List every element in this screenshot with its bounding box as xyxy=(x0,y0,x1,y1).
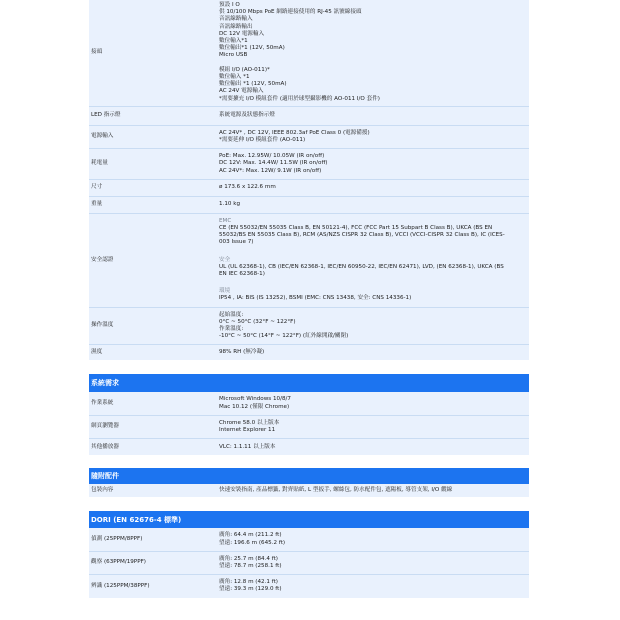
value-line: Mac 10.12 (僅限 Chrome) xyxy=(219,403,290,410)
row-value xyxy=(219,107,529,125)
row-label: 耗電量 xyxy=(91,160,108,167)
value-line: 數位輸出*1 (12V, 50mA) xyxy=(219,45,285,52)
row-value xyxy=(219,392,529,414)
value-line: 數位輸入 *1 xyxy=(219,74,250,81)
value-line: 003 Issue 7) xyxy=(219,239,254,246)
spec-row-dimensions xyxy=(89,180,529,197)
value-line: 作業溫度: xyxy=(219,326,244,333)
value-line: -10°C ~ 50°C (14°F ~ 122°F) (紅外線開啟/關閉) xyxy=(219,333,349,340)
row-label: 濕度 xyxy=(91,349,103,356)
row-label: 安全認證 xyxy=(91,256,114,263)
value-line: Internet Explorer 11 xyxy=(219,427,276,434)
spec-sheet xyxy=(89,0,529,598)
section-header-system-requirements: 系統需求 xyxy=(89,374,529,392)
row-value xyxy=(219,0,529,106)
value-line: EN IEC 62368-1) xyxy=(219,271,265,278)
spec-row-humidity xyxy=(89,345,529,360)
value-line: 數位輸出 *1 (12V, 50mA) xyxy=(219,81,287,88)
spec-row-player xyxy=(89,439,529,455)
row-value xyxy=(219,484,529,497)
row-value xyxy=(219,575,529,597)
row-value xyxy=(219,552,529,574)
value-line: 音訊線路輸入 xyxy=(219,16,253,23)
value-line: 模組 I/O (AO-011)* xyxy=(219,66,270,73)
section-spacer xyxy=(89,455,529,468)
row-value xyxy=(219,528,529,550)
row-label: 偵測 (25PPM/8PPF) xyxy=(91,535,143,542)
value-line: VLC: 1.1.11 以上版本 xyxy=(219,443,276,450)
spec-row-browser xyxy=(89,416,529,439)
row-label: LED 指示燈 xyxy=(91,112,121,119)
section-spacer xyxy=(89,497,529,511)
value-line: 音訊線路輸出 xyxy=(219,23,253,30)
value-line: DC 12V 電源輸入 xyxy=(219,30,265,37)
row-value xyxy=(219,126,529,148)
value-line: 98% RH (無冷凝) xyxy=(219,349,265,356)
row-value xyxy=(219,197,529,213)
spec-row-led xyxy=(89,107,529,126)
row-label: 重量 xyxy=(91,201,103,208)
row-value xyxy=(219,416,529,438)
row-label: 操作溫度 xyxy=(91,322,114,329)
spec-row-weight xyxy=(89,197,529,214)
value-line: PoE: Max. 12.95W/ 10.05W (IR on/off) xyxy=(219,153,325,160)
value-line: AC 24V*: Max. 12W/ 9.1W (IR on/off) xyxy=(219,167,322,174)
group-title: EMC xyxy=(219,217,232,224)
spec-row-connector xyxy=(89,0,529,107)
row-label: 作業系統 xyxy=(91,400,114,407)
row-label: 辨識 (125PPM/38PPF) xyxy=(91,582,150,589)
value-line: 系統電源及狀態指示燈 xyxy=(219,112,275,119)
value-line: 數位輸入*1 xyxy=(219,38,248,45)
value-line: 供 10/100 Mbps PoE 網路連接使用的 RJ-45 訊號線接頭 xyxy=(219,9,362,16)
spec-row-dori-recognize xyxy=(89,575,529,597)
spec-row-safety xyxy=(89,214,529,308)
value-line: IP54 , IA: BIS (IS 13252), BSMI (EMC: CNS 13438, 安全: CNS 14336-1) xyxy=(219,295,412,302)
value-line: 望遠: 196.6 m (645.2 ft) xyxy=(219,539,286,546)
value-line: 望遠: 39.3 m (129.0 ft) xyxy=(219,586,282,593)
value-line: 望遠: 78.7 m (258.1 ft) xyxy=(219,562,282,569)
value-line: 廣角: 12.8 m (42.1 ft) xyxy=(219,579,278,586)
spec-row-power-consumption xyxy=(89,149,529,180)
section-spacer xyxy=(89,360,529,374)
value-line: 預設 I O xyxy=(219,2,240,8)
value-line: *需要延伸 I/O 模組套件 (AO-011) xyxy=(219,137,306,144)
value-line: UL (UL 62368-1), CB (IEC/EN 62368-1, IEC/EN 60950-22, IEC/EN 62471), LVD, (EN 62368-1), UKCA (BS xyxy=(219,263,504,270)
row-value xyxy=(219,308,529,345)
row-label: 包裝內容 xyxy=(91,487,114,494)
spec-row-dori-observe xyxy=(89,552,529,575)
value-line: *需要擴充 I/O 模組套件 (適用於球型攝影機的 AO-011 I/O 套件) xyxy=(219,95,380,102)
value-line: 55032/BS EN 55035 Class B), RCM (AS/NZS CISPR 32 Class B), VCCI (VCCI-CISPR 32 Class B), IC (ICES- xyxy=(219,232,505,239)
spec-row-os xyxy=(89,392,529,415)
spec-row-power-input xyxy=(89,126,529,149)
group-gap xyxy=(219,247,529,257)
row-label: 網頁瀏覽器 xyxy=(91,423,119,430)
row-value xyxy=(219,345,529,360)
value-line: AC 24V* , DC 12V, IEEE 802.3af PoE Class 0 (電源備援) xyxy=(219,129,370,136)
value-line: 1.10 kg xyxy=(219,201,241,208)
row-value xyxy=(219,439,529,455)
section-header-accessories: 隨附配件 xyxy=(89,468,529,484)
row-label: 接頭 xyxy=(91,49,103,56)
spec-row-package xyxy=(89,484,529,497)
section-header-dori: DORI (EN 62676-4 標準) xyxy=(89,511,529,528)
value-line: AC 24V 電源輸入 xyxy=(219,88,264,95)
spec-row-dori-detect xyxy=(89,528,529,551)
value-blank xyxy=(219,60,529,67)
row-label: 尺寸 xyxy=(91,184,103,191)
value-line: 0°C ~ 50°C (32°F ~ 122°F) xyxy=(219,318,296,325)
value-line: ø 173.6 x 122.6 mm xyxy=(219,184,276,191)
row-label: 電源輸入 xyxy=(91,133,114,140)
value-line: 快速安裝指南, 產品標籤, 對齊貼紙, L 型扳手, 螺絲包, 防水配件包, 遮陽板, 導管支架, I/O 纜線 xyxy=(219,487,453,494)
value-line: 廣角: 25.7 m (84.4 ft) xyxy=(219,555,278,562)
value-line: 廣角: 64.4 m (211.2 ft) xyxy=(219,532,282,539)
value-line: CE (EN 55032/EN 55035 Class B, EN 50121-4), FCC (FCC Part 15 Subpart B Class B), UKCA (BS EN xyxy=(219,225,493,232)
value-line: Chrome 58.0 以上版本 xyxy=(219,419,280,426)
value-line: Micro USB xyxy=(219,52,248,59)
group-title: 安全 xyxy=(219,256,231,263)
row-label: 觀察 (63PPM/19PPF) xyxy=(91,559,146,566)
group-title: 環境 xyxy=(219,288,231,295)
value-line: 起始溫度: xyxy=(219,311,244,318)
row-value xyxy=(219,149,529,179)
row-label: 其他播放器 xyxy=(91,443,119,450)
spec-row-operating-temp xyxy=(89,308,529,346)
group-gap xyxy=(219,278,529,288)
row-value xyxy=(219,180,529,196)
value-line: Microsoft Windows 10/8/7 xyxy=(219,396,291,403)
row-value xyxy=(219,214,529,307)
value-line: DC 12V: Max. 14.4W/ 11.5W (IR on/off) xyxy=(219,160,328,167)
